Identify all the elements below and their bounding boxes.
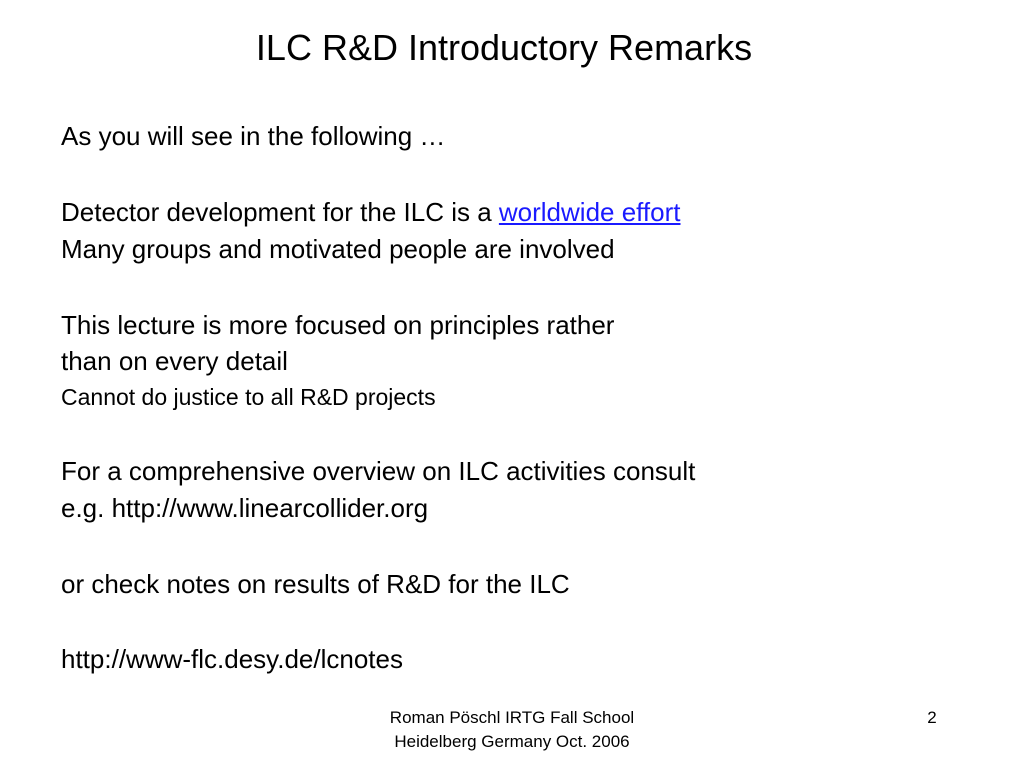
footer-line-1: Roman Pöschl IRTG Fall School	[389, 708, 635, 727]
detector-line	[61, 196, 681, 228]
overview-line-2: e.g. http://www.linearcollider.org	[61, 493, 429, 523]
notes-url-line: http://www-flc.desy.de/lcnotes	[61, 644, 403, 674]
groups-line: Many groups and motivated people are involved	[61, 234, 615, 264]
notes-line: or check notes on results of R&D for the ILC	[61, 569, 570, 599]
intro-line: As you will see in the following …	[61, 121, 446, 151]
footer-line-2: Heidelberg Germany Oct. 2006	[394, 732, 630, 751]
overview-line-1: For a comprehensive overview on ILC activities consult	[61, 456, 696, 486]
worldwide-effort-link[interactable]: worldwide effort	[498, 197, 681, 227]
lecture-line-1: This lecture is more focused on principles rather	[61, 310, 615, 340]
slide-title: ILC R&D Introductory Remarks	[255, 27, 753, 68]
page-number: 2	[927, 708, 937, 727]
detector-line-text: Detector development for the ILC is a	[61, 197, 499, 227]
footer-author-info	[312, 706, 712, 754]
justice-line: Cannot do justice to all R&D projects	[61, 384, 436, 410]
lecture-line-2: than on every detail	[61, 346, 288, 376]
